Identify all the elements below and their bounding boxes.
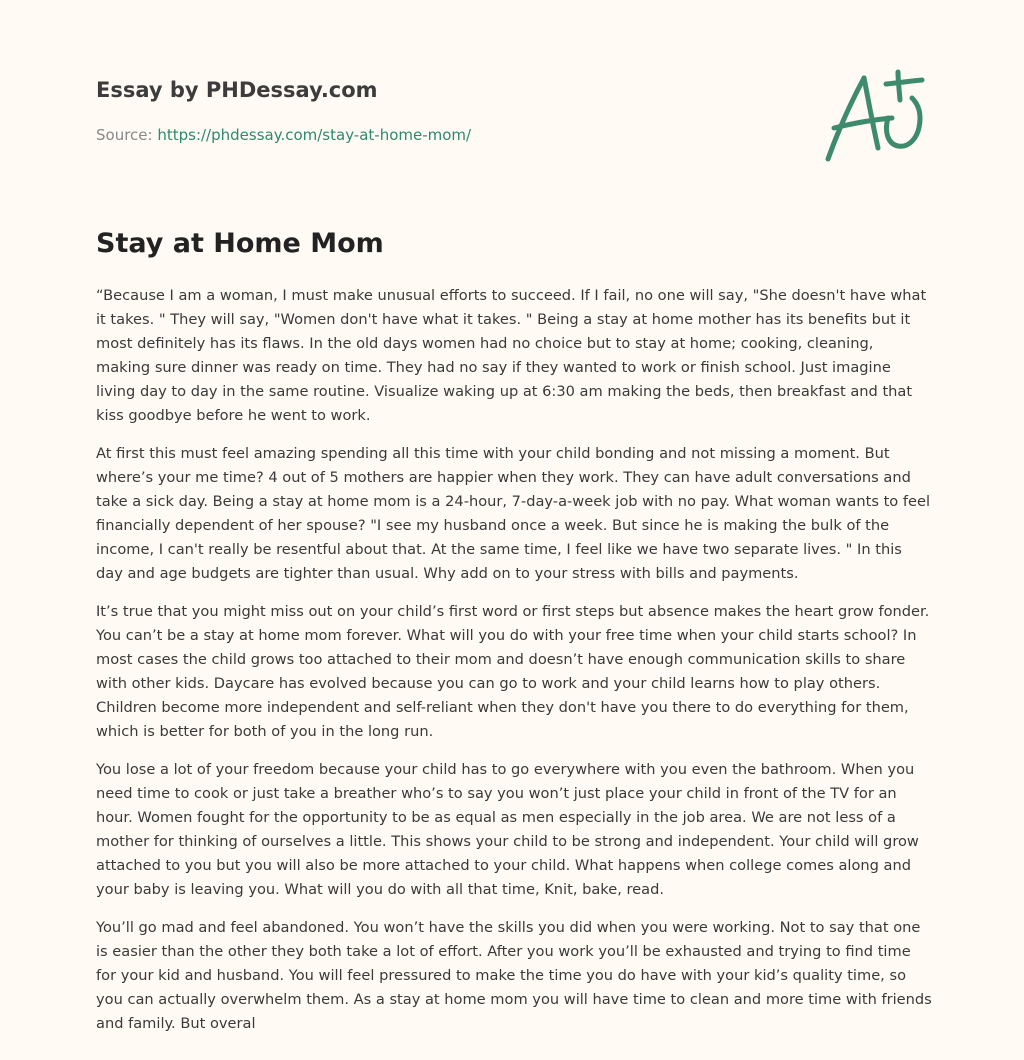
a-plus-grade-icon bbox=[820, 66, 930, 166]
site-brand: Essay by PHDessay.com bbox=[96, 78, 378, 102]
source-line bbox=[96, 124, 716, 146]
essay-paragraph: “Because I am a woman, I must make unusual efforts to succeed. If I fail, no one will say, "She doesn't have what it takes. " They will say, "Women don't have what it takes. " Being a stay at home mother has its benefits but it most definitely has its flaws. In the old days women had no choice but to stay at home; cooking, cleaning, making sure dinner was ready on time. They had no say if they wanted to work or finish school. Just imagine living day to day in the same routine. Visualize waking up at 6:30 am making the beds, then breakfast and that kiss goodbye before he went to work. bbox=[96, 287, 927, 424]
source-label: Source: bbox=[96, 126, 158, 144]
essay-title: Stay at Home Mom bbox=[96, 228, 384, 259]
essay-paragraph: At first this must feel amazing spending all this time with your child bonding and not missing a moment. But where’s your me time? 4 out of 5 mothers are happier when they work. They can have adult conversations and take a sick day. Being a stay at home mom is a 24-hour, 7-day-a-week job with no pay. What woman wants to feel financially dependent of her spouse? "I see my husband once a week. But since he is making the bulk of the income, I can't really be resentful about that. At the same time, I feel like we have two separate lives. " In this day and age budgets are tighter than usual. Why add on to your stress with bills and payments. bbox=[96, 445, 931, 582]
source-link[interactable]: https://phdessay.com/stay-at-home-mom/ bbox=[157, 126, 472, 144]
essay-paragraph: You lose a lot of your freedom because your child has to go everywhere with you even the bathroom. When you need time to cook or just take a breather who’s to say you won’t just place your child in front of the TV for an hour. Women fought for the opportunity to be as equal as men especially in the job area. We are not less of a mother for thinking of ourselves a little. This shows your child to be strong and independent. Your child will grow attached to you but you will also be more attached to your child. What happens when college comes along and your baby is leaving you. What will you do with all that time, Knit, bake, read. bbox=[96, 761, 919, 898]
essay-header bbox=[96, 72, 716, 146]
essay-paragraph: You’ll go mad and feel abandoned. You won’t have the skills you did when you were working. Not to say that one is easier than the other they both take a lot of effort. After you work you’ll be exhausted and trying to find time for your kid and husband. You will feel pressured to make the time you do have with your kid’s quality time, so you can actually overwhelm them. As a stay at home mom you will have time to clean and more time with friends and family. But overal bbox=[96, 919, 932, 1032]
essay-paragraph: It’s true that you might miss out on your child’s first word or first steps but absence makes the heart grow fonder. You can’t be a stay at home mom forever. What will you do with your free time when your child starts school? In most cases the child grows too attached to their mom and doesn’t have enough communication skills to share with other kids. Daycare has evolved because you can go to work and your child learns how to play others. Children become more independent and self-reliant when they don't have you there to do everything for them, which is better for both of you in the long run. bbox=[96, 603, 930, 740]
essay-body bbox=[96, 284, 932, 1050]
